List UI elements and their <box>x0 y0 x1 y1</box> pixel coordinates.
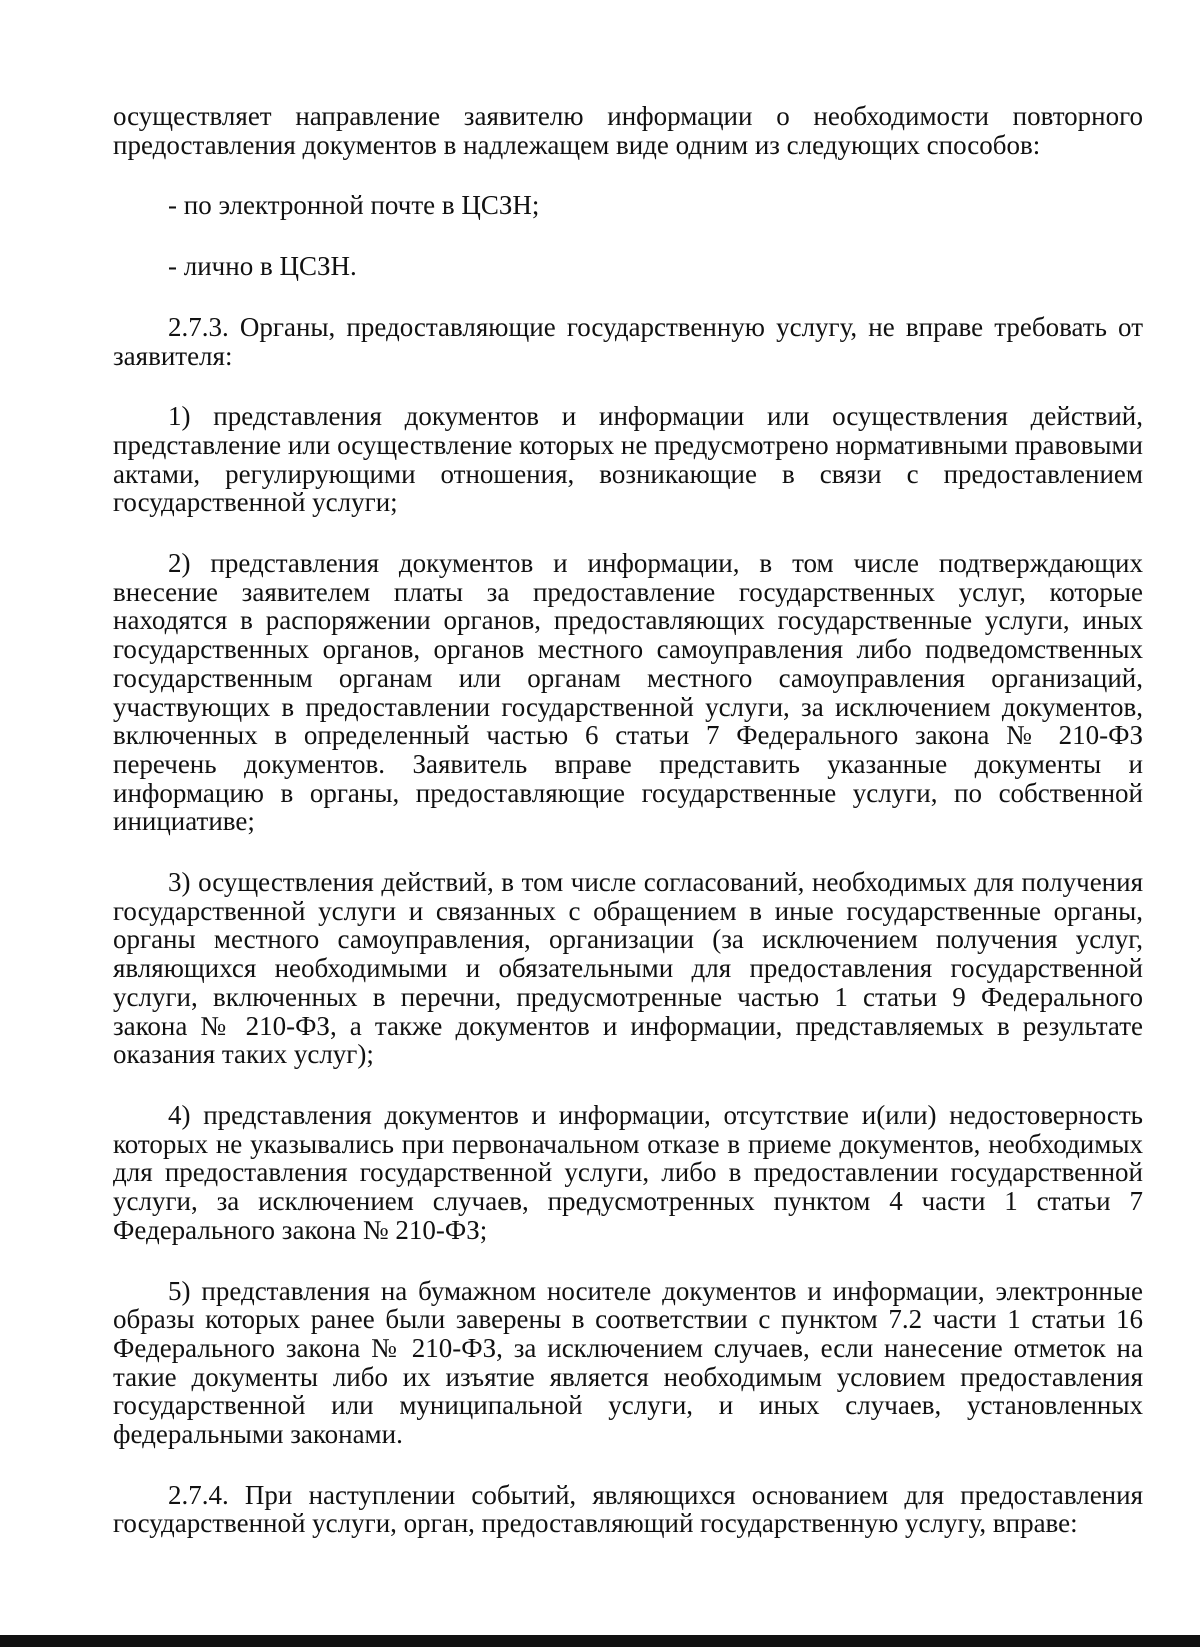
list-item-in-person: - лично в ЦСЗН. <box>168 251 357 282</box>
item-5: 5) представления на бумажном носителе документов и информации, электронные образы которых ранее были заверены в соответствии с пунктом 7.2 части 1 статьи 16 Федерального закона № 210-ФЗ, за исключением случаев, если нанесение отметок на такие документы либо их изъятие является необходимым условием предоставления государственной или муниципальной услуги, и иных случаев, установленных федеральными законами. <box>113 1275 1143 1450</box>
section-2-7-3: 2.7.3. Органы, предоставляющие государственную услугу, не вправе требовать от заявителя: <box>113 311 1143 371</box>
list-item-email: - по электронной почте в ЦСЗН; <box>168 190 540 221</box>
item-3: 3) осуществления действий, в том числе согласований, необходимых для получения государственной услуги и связанных с обращением в иные государственные органы, органы местного самоуправления, организации (за исключением получения услуг, являющихся необходимыми и обязательными для предоставления государственной услуги, включенных в перечни, предусмотренные частью 1 статьи 9 Федерального закона № 210-ФЗ, а также документов и информации, представляемых в результате оказания таких услуг); <box>113 867 1143 1070</box>
document-body <box>113 102 1143 1538</box>
item-2: 2) представления документов и информации, в том числе подтверждающих внесение заявителем платы за предоставление государственных услуг, которые находятся в распоряжении органов, предоставляющих государственные услуги, иных государственных органов, органов местного самоуправления либо подведомственных государственным органам или органам местного самоуправления организаций, участвующих в предоставлении государственной услуги, за исключением документов, включенных в определенный частью 6 статьи 7 Федерального закона № 210-ФЗ перечень документов. Заявитель вправе представить указанные документы и информацию в органы, предоставляющие государственные услуги, по собственной инициативе; <box>113 548 1143 837</box>
paragraph-continuation: осуществляет направление заявителю информации о необходимости повторного предоставления документов в надлежащем виде одним из следующих способов: <box>113 101 1143 160</box>
item-4: 4) представления документов и информации, отсутствие и(или) недостоверность которых не указывались при первоначальном отказе в приеме документов, необходимых для предоставления государственной услуги, либо в предоставлении государственной услуги, за исключением случаев, предусмотренных пунктом 4 части 1 статьи 7 Федерального закона № 210-ФЗ; <box>113 1099 1143 1245</box>
section-2-7-4: 2.7.4. При наступлении событий, являющихся основанием для предоставления государственной услуги, орган, предоставляющий государственную услугу, вправе: <box>113 1479 1143 1539</box>
item-1: 1) представления документов и информации или осуществления действий, представление или осуществление которых не предусмотрено нормативными правовыми актами, регулирующими отношения, возникающие в связи с предоставлением государственной услуги; <box>113 401 1143 518</box>
scan-edge-bar <box>0 1635 1200 1647</box>
